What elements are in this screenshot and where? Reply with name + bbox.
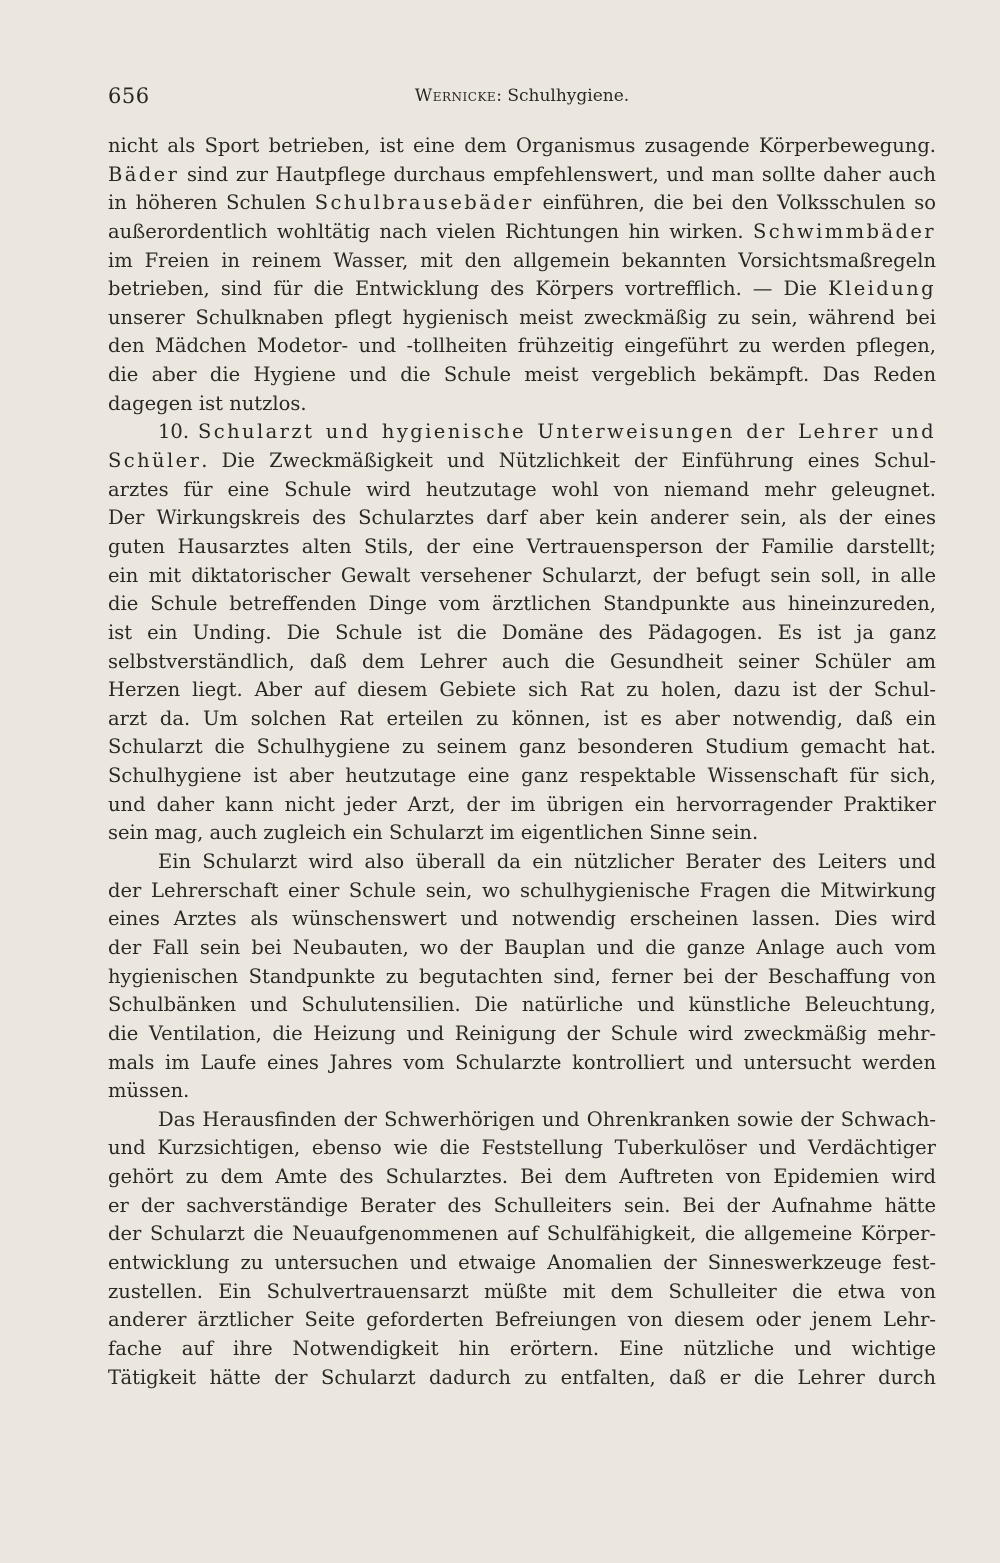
text-run: Ein Schularzt wird also überall da ein nützlicher Berater des Leiters und: [158, 850, 936, 874]
running-head-separator: :: [496, 86, 508, 106]
text-line: [108, 991, 936, 1020]
text-line: [108, 533, 936, 562]
text-line: [108, 476, 936, 505]
text-line: [108, 304, 936, 333]
text-line: [108, 1249, 936, 1278]
spaced-emphasis: Schularzt und hygienische Unterweisungen der Lehrer und: [198, 420, 936, 444]
text-line: [108, 705, 936, 734]
text-run: gehört zu dem Amte des Schularztes. Bei dem Auftreten von Epidemien wird: [108, 1165, 936, 1189]
text-run: fache auf ihre Notwendigkeit hin erörtern. Eine nützliche und wichtige: [108, 1336, 936, 1360]
text-line: [108, 1077, 936, 1106]
running-head-title: Schulhygiene.: [507, 86, 630, 106]
text-run: eines Arztes als wünschenswert und notwendig erscheinen lassen. Dies wird: [108, 907, 936, 931]
running-head-author: Wernicke: [414, 86, 497, 106]
text-line: [108, 1020, 936, 1049]
text-run: ist ein Unding. Die Schule ist die Domäne des Pädagogen. Es ist ja ganz: [108, 620, 936, 644]
text-run: einführen, die bei den Volksschulen so: [533, 191, 936, 215]
text-line: [108, 648, 936, 677]
text-run: zustellen. Ein Schulvertrauensarzt müßte mit dem Schulleiter die etwa von: [108, 1279, 936, 1303]
text-run: hygienischen Standpunkte zu begutachten sind, ferner bei der Beschaffung von: [108, 964, 936, 988]
text-run: in höheren Schulen: [108, 191, 315, 215]
text-line: [108, 619, 936, 648]
text-run: betrieben, sind für die Entwicklung des Körpers vortrefflich. — Die: [108, 277, 829, 301]
page-header: [108, 84, 936, 116]
text-line: [108, 390, 936, 419]
spaced-emphasis: Kleidung: [828, 277, 936, 301]
text-line: [108, 1278, 936, 1307]
spaced-emphasis: Bäder: [108, 162, 180, 186]
text-run: . Die Zweckmäßigkeit und Nützlichkeit der Einführung eines Schul-: [201, 449, 936, 473]
spaced-emphasis: Schwimmbäder: [752, 219, 936, 243]
text-run: selbstverständlich, daß dem Lehrer auch die Gesundheit seiner Schüler am: [108, 649, 936, 673]
text-run: arztes für eine Schule wird heutzutage wohl von niemand mehr geleugnet.: [108, 477, 936, 501]
text-line: [108, 247, 936, 276]
text-line: [108, 1192, 936, 1221]
text-line: [108, 1364, 936, 1393]
text-run: Das Herausfinden der Schwerhörigen und Ohrenkranken sowie der Schwach-: [158, 1107, 936, 1131]
text-run: sind zur Hautpflege durchaus empfehlenswert, und man sollte daher auch: [179, 162, 936, 186]
text-line: [108, 447, 936, 476]
text-line: [108, 1134, 936, 1163]
text-line: [108, 848, 936, 877]
text-line: [108, 361, 936, 390]
text-run: entwicklung zu untersuchen und etwaige Anomalien der Sinneswerkzeuge fest-: [108, 1250, 936, 1274]
text-run: Herzen liegt. Aber auf diesem Gebiete sich Rat zu holen, dazu ist der Schul-: [108, 678, 936, 702]
text-run: der Schularzt die Neuaufgenommenen auf Schulfähigkeit, die allgemeine Körper-: [108, 1222, 936, 1246]
text-run: dagegen ist nutzlos.: [108, 391, 307, 415]
text-line: [108, 418, 936, 447]
text-run: nicht als Sport betrieben, ist eine dem Organismus zusagende Körperbewegung.: [108, 134, 936, 157]
text-run: Der Wirkungskreis des Schularztes darf aber kein anderer sein, als der eines: [108, 506, 936, 530]
text-run: ein mit diktatorischer Gewalt versehener Schularzt, der befugt sein soll, in alle: [108, 563, 936, 587]
text-run: die aber die Hygiene und die Schule meist vergeblich bekämpft. Das Reden: [108, 363, 936, 387]
text-line: [108, 1049, 936, 1078]
text-run: 10.: [158, 420, 199, 444]
text-line: [108, 504, 936, 533]
text-run: guten Hausarztes alten Stils, der eine Vertrauensperson der Familie darstellt;: [108, 534, 936, 558]
text-line: [108, 161, 936, 190]
text-run: anderer ärztlicher Seite geforderten Befreiungen von diesem oder jenem Lehr-: [108, 1308, 936, 1332]
text-run: im Freien in reinem Wasser, mit den allgemein bekannten Vorsichtsmaßregeln: [108, 248, 936, 272]
text-run: die Schule betreffenden Dinge vom ärztlichen Standpunkte aus hineinzureden,: [108, 592, 936, 616]
text-line: [108, 590, 936, 619]
text-line: [108, 762, 936, 791]
text-run: Schulbänken und Schulutensilien. Die natürliche und künstliche Beleuchtung,: [108, 993, 936, 1017]
text-line: [108, 1106, 936, 1135]
body-text: [108, 132, 936, 1392]
text-line: [108, 1163, 936, 1192]
text-run: der Fall sein bei Neubauten, wo der Bauplan und die ganze Anlage auch vom: [108, 935, 936, 959]
text-line: [108, 1306, 936, 1335]
text-line: [108, 791, 936, 820]
text-run: außerordentlich wohltätig nach vielen Richtungen hin wirken.: [108, 219, 753, 243]
text-line: [108, 733, 936, 762]
text-run: arzt da. Um solchen Rat erteilen zu können, ist es aber notwendig, daß ein: [108, 706, 936, 730]
text-line: [108, 963, 936, 992]
spaced-emphasis: Schüler: [108, 449, 202, 473]
text-run: Schulhygiene ist aber heutzutage eine ganz respektable Wissenschaft für sich,: [108, 764, 936, 788]
text-run: und Kurzsichtigen, ebenso wie die Feststellung Tuberkulöser und Verdächtiger: [108, 1136, 936, 1160]
text-run: der Lehrerschaft einer Schule sein, wo schulhygienische Fragen die Mitwirkung: [108, 878, 936, 902]
text-line: [108, 676, 936, 705]
text-line: [108, 877, 936, 906]
text-line: [108, 934, 936, 963]
text-line: [108, 332, 936, 361]
text-run: sein mag, auch zugleich ein Schularzt im eigentlichen Sinne sein.: [108, 821, 759, 845]
spaced-emphasis: Schulbrausebäder: [314, 191, 534, 215]
text-run: Schularzt die Schulhygiene zu seinem ganz besonderen Studium gemacht hat.: [108, 735, 936, 759]
text-run: mals im Laufe eines Jahres vom Schularzte kontrolliert und untersucht werden: [108, 1050, 936, 1074]
page-number: 656: [108, 84, 150, 108]
text-run: müssen.: [108, 1079, 190, 1103]
text-run: und daher kann nicht jeder Arzt, der im übrigen ein hervorragender Praktiker: [108, 792, 936, 816]
text-line: [108, 819, 936, 848]
text-line: [108, 132, 936, 161]
text-line: [108, 1220, 936, 1249]
text-run: die Ventilation, die Heizung und Reinigung der Schule wird zweckmäßig mehr-: [108, 1021, 936, 1045]
text-line: [108, 275, 936, 304]
running-head: [108, 86, 936, 106]
text-line: [108, 562, 936, 591]
text-run: unserer Schulknaben pflegt hygienisch meist zweckmäßig zu sein, während bei: [108, 305, 936, 329]
text-line: [108, 1335, 936, 1364]
text-run: den Mädchen Modetor- und -tollheiten frühzeitig eingeführt zu werden pflegen,: [108, 334, 936, 358]
text-run: er der sachverständige Berater des Schulleiters sein. Bei der Aufnahme hätte: [108, 1193, 936, 1217]
text-line: [108, 189, 936, 218]
text-line: [108, 905, 936, 934]
text-line: [108, 218, 936, 247]
text-run: Tätigkeit hätte der Schularzt dadurch zu entfalten, daß er die Lehrer durch: [108, 1365, 936, 1389]
